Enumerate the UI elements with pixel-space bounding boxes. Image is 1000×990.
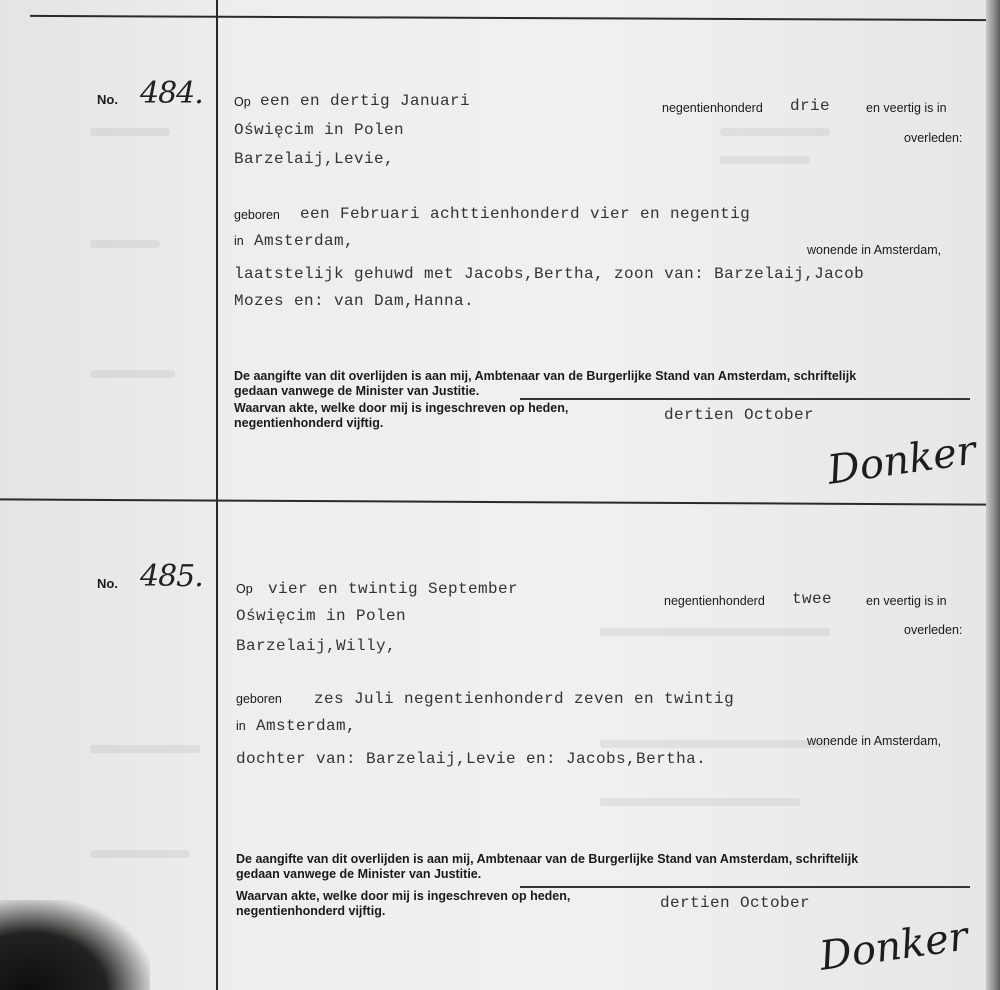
in-label: in xyxy=(236,719,246,733)
in-label: in xyxy=(234,234,244,248)
bleed-through-mark xyxy=(90,745,200,753)
birth-date: een Februari achttienhonderd vier en negentig xyxy=(300,205,751,223)
registrar-signature: Donker xyxy=(816,913,971,980)
op-label: Op xyxy=(234,95,251,109)
record-number-label: No. xyxy=(97,576,118,591)
birth-place: Amsterdam, xyxy=(256,717,357,735)
death-year-unit: twee xyxy=(792,590,833,608)
bleed-through-mark xyxy=(600,628,830,636)
akte-line-1: Waarvan akte, welke door mij is ingeschreven op heden, xyxy=(234,401,569,415)
birth-date: zes Juli negentienhonderd zeven en twintig xyxy=(314,690,735,708)
residence: wonende in Amsterdam, xyxy=(807,243,942,257)
scan-shadow xyxy=(0,900,150,990)
record-number-label: No. xyxy=(97,92,118,107)
details-line-1: dochter van: Barzelaij,Levie en: Jacobs,Bertha. xyxy=(236,750,707,768)
record-number-handwritten: 484. xyxy=(140,76,203,111)
akte-date: dertien October xyxy=(660,894,811,912)
op-label: Op xyxy=(236,582,253,596)
year-suffix: en veertig is in xyxy=(866,594,947,608)
overleden-label: overleden: xyxy=(904,623,963,637)
death-date: vier en twintig September xyxy=(268,580,519,598)
century-label: negentienhonderd xyxy=(662,101,763,115)
record-divider-middle xyxy=(0,498,990,505)
details-line-1: laatstelijk gehuwd met Jacobs,Bertha, zoon van: Barzelaij,Jacob xyxy=(234,265,865,283)
bleed-through-mark xyxy=(600,798,800,806)
death-place: Oświęcim in Polen xyxy=(234,121,405,139)
declaration-line-1: De aangifte van dit overlijden is aan mij, Ambtenaar van de Burgerlijke Stand van Amsterdam, schriftelijk xyxy=(236,852,859,866)
deceased-name: Barzelaij,Levie, xyxy=(234,150,395,168)
geboren-label: geboren xyxy=(234,208,280,222)
bleed-through-mark xyxy=(90,128,170,136)
declaration-line-2: gedaan vanwege de Minister van Justitie. xyxy=(234,384,480,398)
registrar-signature: Donker xyxy=(824,427,979,494)
record-number-handwritten: 485. xyxy=(140,559,203,594)
residence: wonende in Amsterdam, xyxy=(807,734,942,748)
overleden-label: overleden: xyxy=(904,131,963,145)
birth-place: Amsterdam, xyxy=(254,232,355,250)
declaration-rule xyxy=(520,886,970,888)
century-label: negentienhonderd xyxy=(664,594,765,608)
declaration-rule xyxy=(520,398,970,400)
declaration-line-2: gedaan vanwege de Minister van Justitie. xyxy=(236,867,482,881)
death-date: een en dertig Januari xyxy=(260,92,471,110)
bleed-through-mark xyxy=(600,740,830,748)
bleed-through-mark xyxy=(720,128,830,136)
year-suffix: en veertig is in xyxy=(866,101,947,115)
akte-line-2: negentienhonderd vijftig. xyxy=(234,416,384,430)
geboren-label: geboren xyxy=(236,692,282,706)
death-place: Oświęcim in Polen xyxy=(236,607,407,625)
declaration-line-1: De aangifte van dit overlijden is aan mij, Ambtenaar van de Burgerlijke Stand van Amsterdam, schriftelijk xyxy=(234,369,857,383)
book-binding-edge xyxy=(986,0,1000,990)
deceased-name: Barzelaij,Willy, xyxy=(236,637,397,655)
record-divider-top xyxy=(30,15,990,21)
bleed-through-mark xyxy=(90,370,175,378)
akte-line-1: Waarvan akte, welke door mij is ingeschreven op heden, xyxy=(236,889,571,903)
bleed-through-mark xyxy=(90,240,160,248)
bleed-through-mark xyxy=(720,156,810,164)
margin-column-divider xyxy=(216,0,218,990)
akte-line-2: negentienhonderd vijftig. xyxy=(236,904,386,918)
akte-date: dertien October xyxy=(664,406,815,424)
details-line-2: Mozes en: van Dam,Hanna. xyxy=(234,292,475,310)
bleed-through-mark xyxy=(90,850,190,858)
death-year-unit: drie xyxy=(790,97,831,115)
